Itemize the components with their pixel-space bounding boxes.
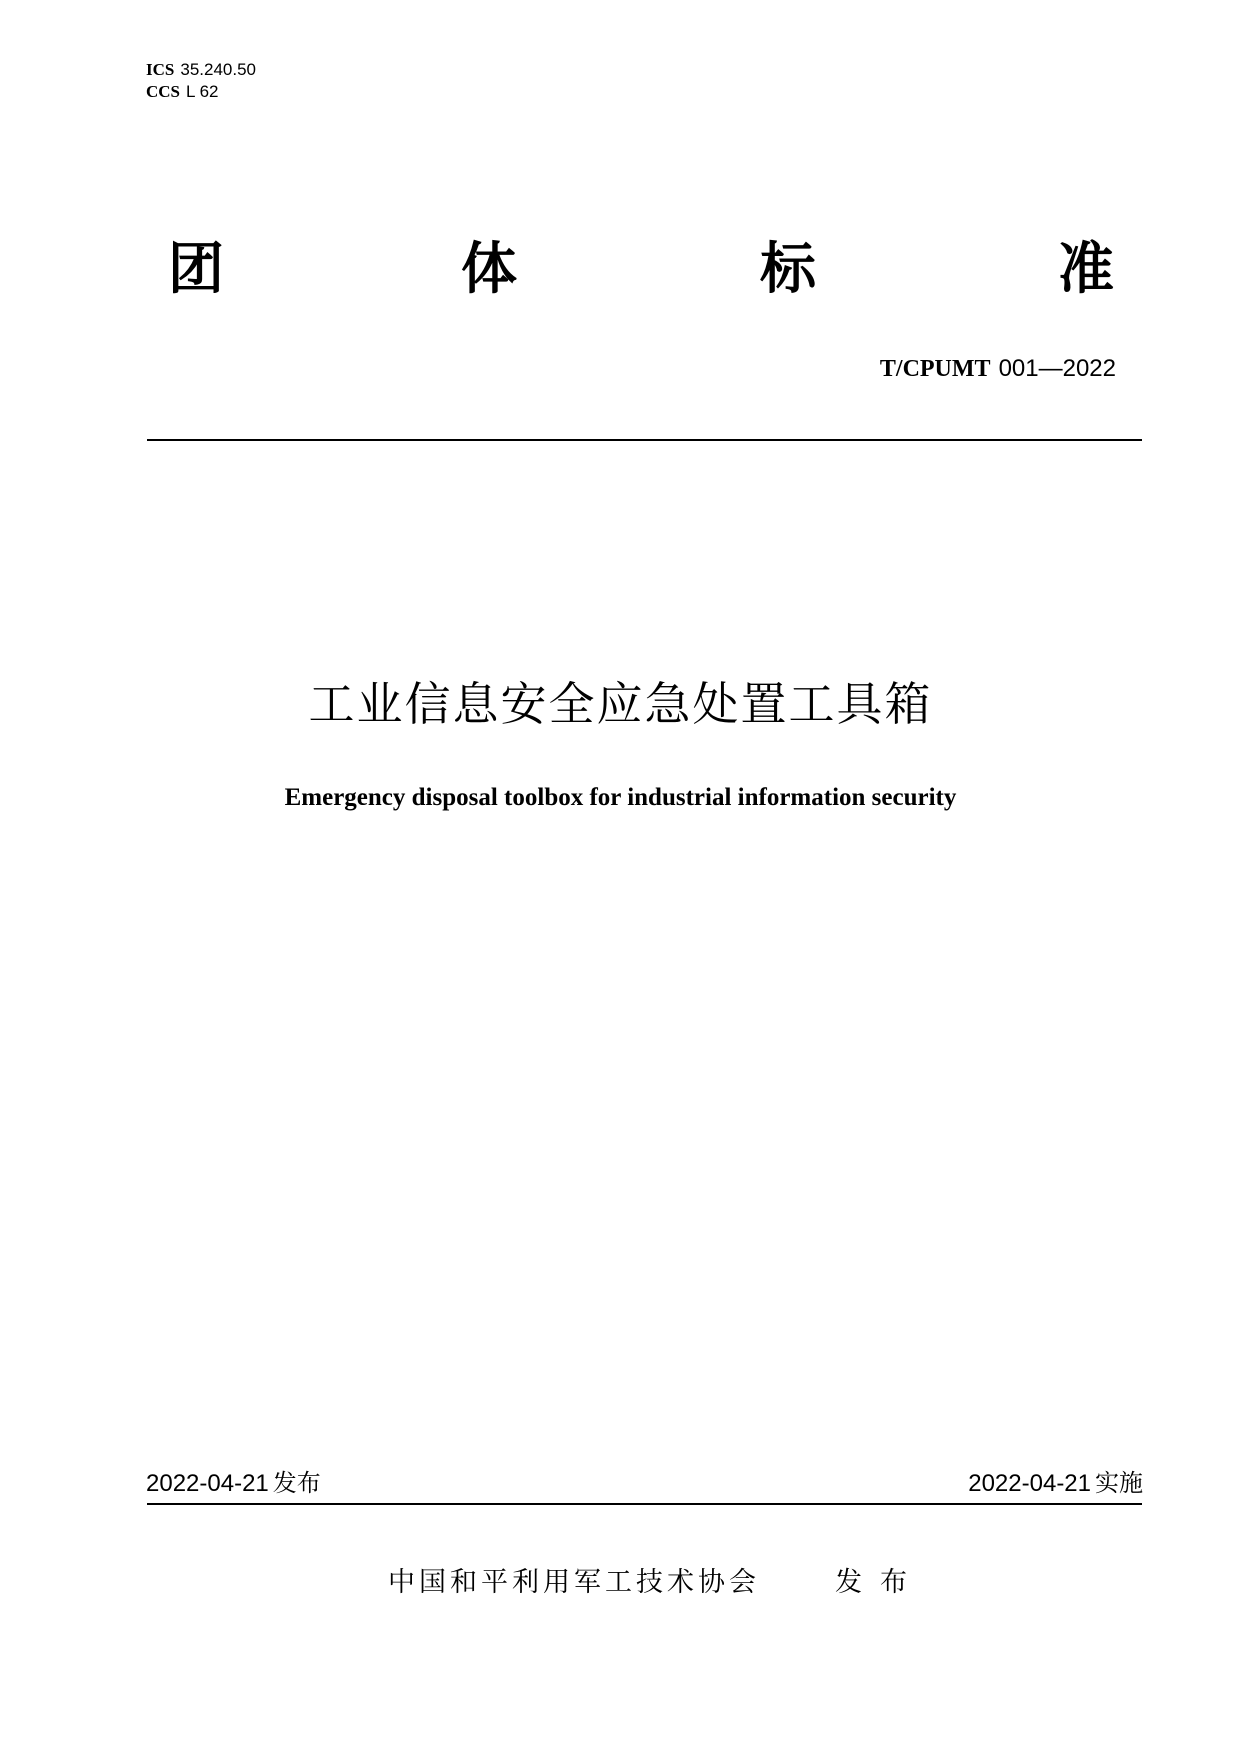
ccs-label: CCS (146, 82, 181, 101)
title-english: Emergency disposal toolbox for industrial information security (284, 784, 957, 811)
bottom-divider (147, 1503, 1142, 1505)
implement-date-value: 2022-04-21 (968, 1470, 1091, 1497)
standard-number (880, 354, 1116, 383)
publish-date (146, 1468, 321, 1499)
top-divider (147, 439, 1142, 441)
heading-char-2: 体 (461, 237, 517, 302)
heading-char-4: 准 (1058, 237, 1114, 302)
ics-code (146, 60, 256, 80)
publisher-name: 中国和平利用军工技术协会 (388, 1567, 760, 1598)
ccs-value: L 62 (186, 82, 219, 101)
publish-date-value: 2022-04-21 (146, 1470, 269, 1497)
standard-prefix: T/CPUMT (879, 356, 991, 382)
ics-value: 35.240.50 (180, 60, 256, 79)
publisher-action: 发布 (835, 1567, 925, 1598)
publish-label: 发布 (272, 1469, 321, 1497)
heading-char-1: 团 (168, 237, 224, 302)
heading-char-3: 标 (760, 237, 816, 302)
ccs-code (146, 82, 218, 102)
ics-label: ICS (146, 60, 175, 79)
title-chinese: 工业信息安全应急处置工具箱 (308, 677, 933, 731)
implement-date (968, 1468, 1143, 1499)
implement-label: 实施 (1095, 1469, 1143, 1497)
standard-code: 001—2022 (998, 355, 1116, 382)
